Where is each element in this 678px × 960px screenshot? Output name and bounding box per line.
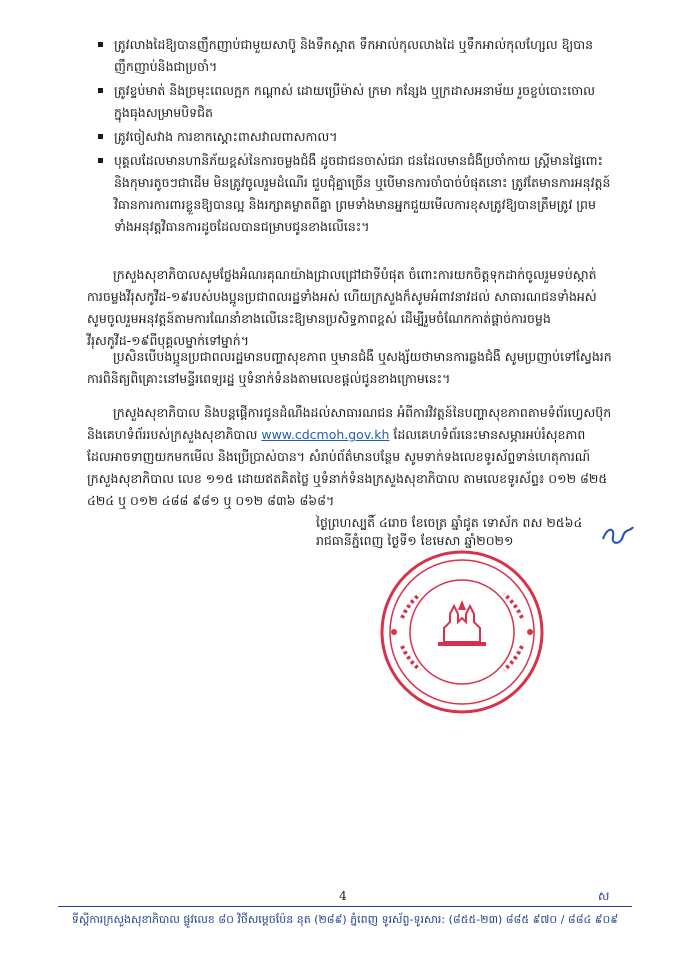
date-block [316, 514, 616, 550]
bullet-text: ត្រូវចៀសវាង ការខាកស្តោះពាសវាលពាសកាល។ [114, 129, 338, 144]
contact-text: ក្រសួងសុខាភិបាល និងបន្តផ្តើការជូនដំណឹងដល់សាធារណជន អំពីការវិវត្តន៍នៃបញ្ហាសុខភាពតាមទំព័រហ្វេសប៊ុក និងគេហទំព័ររបស់ក្រសួងសុខាភិបាល [87, 405, 612, 442]
bullet-icon [98, 42, 103, 47]
bullet-text: ត្រូវខ្ទប់មាត់ និងច្រមុះពេលក្អក កណ្តាស់ ដោយប្រើម៉ាស់ ក្រមា កន្សែង ឬក្រដាសអនាម័យ រួចខ្ចប់បោះចោលក្នុងធុងសម្រាមបិទជិត [114, 83, 596, 120]
bullet-list [92, 34, 612, 240]
list-item [92, 150, 612, 238]
bullet-icon [98, 158, 103, 163]
footer-divider [58, 906, 632, 907]
page-number: 4 [339, 889, 347, 903]
paragraph-contact [87, 402, 612, 512]
corner-mark: ស [598, 889, 610, 903]
ministry-seal-icon [378, 548, 546, 716]
footer-address: ទីស្តីការក្រសួងសុខាភិបាល ផ្លូវលេខ ៨០ វិថីសម្តេចប៉ែន នុត (២៨៩) ភ្នំពេញ ទូរស័ព្ទ-ទូរសារ: (៨៥៥-២៣) ៨៨៥ ៩៧០ / ៨៨៤ ៩០៩ [71, 913, 619, 926]
signature-icon [600, 524, 636, 548]
list-item [92, 80, 612, 124]
bullet-text: បុគ្គលដែលមានហានិភ័យខ្ពស់នៃការចម្លងជំងឺ ដូចជាជនចាស់ជរា ជនដែលមានជំងឺប្រចាំកាយ ស្ត្រីមានផ្ទៃពោះ និងកុមារតូចៗជាដើម មិនត្រូវចូលរួមដំណើរ ជួបជុំគ្នាច្រើន ឬបើមានការចាំបាច់បំផុតនោះ ត្រូវតែមានការអនុវត្តន៍វិធានការការពារខ្លួនឱ្យបានល្អ និងរក្សាគម្លាតពីគ្នា ព្រមទាំងមានអ្នកជួយមើលការខុសត្រូវឱ្យបានត្រឹមត្រូវ ព្រមទាំងអនុវត្តវិធានការដូចដែលបានជម្រាបជូនខាងលើនេះ។ [114, 153, 611, 234]
list-item [92, 34, 612, 78]
paragraph-thanks: ក្រសួងសុខាភិបាលសូមថ្លែងអំណរគុណយ៉ាងជ្រាលជ្រៅជាទីបំផុត ចំពោះការយកចិត្តទុកដាក់ចូលរួមទប់ស្កាត់ការចម្លងវីរុសកូវីដ-១៩របស់បងប្អូនប្រជាពលរដ្ឋទាំងអស់ ហើយក្រសួងក៏សូមអំពាវនាវដល់ សាធារណជនទាំងអស់សូមចូលរួមអនុវត្តន៍តាមការណែនាំខាងលើនេះឱ្យមានប្រសិទ្ធភាពខ្ពស់ ដើម្បីរួមចំណែកកាត់ផ្តាច់ការចម្លងវីរុសកូវីដ-១៩ពីបុគ្គលម្នាក់ទៅម្នាក់។ [87, 267, 597, 348]
list-item [92, 126, 612, 148]
website-link[interactable]: www.cdcmoh.gov.kh [261, 427, 390, 442]
contact-text-continued: ដែលគេហទំព័រនេះមានសម្ភារអប់រំសុខភាព ដែលអាចទាញយកមកមើល និងប្រើប្រាស់បាន។ សំរាប់ព័ត៌មានបន្ថែម សូមទាក់ទងលេខទូរស័ព្ទទាន់ហេតុការណ៍ ក្រសួងសុខាភិបាល លេខ ១១៥ ដោយឥតគិតថ្លៃ ឬទំនាក់ទំនងក្រសួងសុខាភិបាល តាមលេខទូរស័ព្ទ៖ ០១២ ៨២៥ ៤២៤ ឬ ០១២ ៤៨៨ ៩៨១ ឬ ០១២ ៨៣៦ ៨៦៨។ [87, 427, 608, 508]
paragraph-health-advice: ប្រសិនបើបងប្អូនប្រជាពលរដ្ឋមានបញ្ហាសុខភាព ឬមានជំងឺ ឬសង្ស័យថាមានការឆ្លងជំងឺ សូមប្រញាប់ទៅស្វែងរកការពិនិត្យពិគ្រោះនៅមន្ទីរពេទ្យរដ្ឋ ឬទំនាក់ទំនងតាមលេខផ្តល់ជូនខាងក្រោមនេះ។ [87, 349, 612, 386]
place-date: រាជធានីភ្នំពេញ ថ្ងៃទី១ ខែមេសា ឆ្នាំ២០២១ [316, 533, 514, 548]
bullet-icon [98, 134, 103, 139]
lunar-date: ថ្ងៃព្រហស្បតិ៍ ៤រោច ខែចេត្រ ឆ្នាំជូត ទោស័ក ពស ២៥៦៤ [316, 515, 583, 530]
bullet-text: ត្រូវលាងដៃឱ្យបានញឹកញាប់ជាមួយសាប៊ូ និងទឹកស្អាត ទឹកអាល់កុលលាងដៃ ឬទឹកអាល់កុលហ្សែល ឱ្យបានញឹកញាប់និងជាប្រចាំ។ [114, 37, 594, 74]
bullet-icon [98, 88, 103, 93]
